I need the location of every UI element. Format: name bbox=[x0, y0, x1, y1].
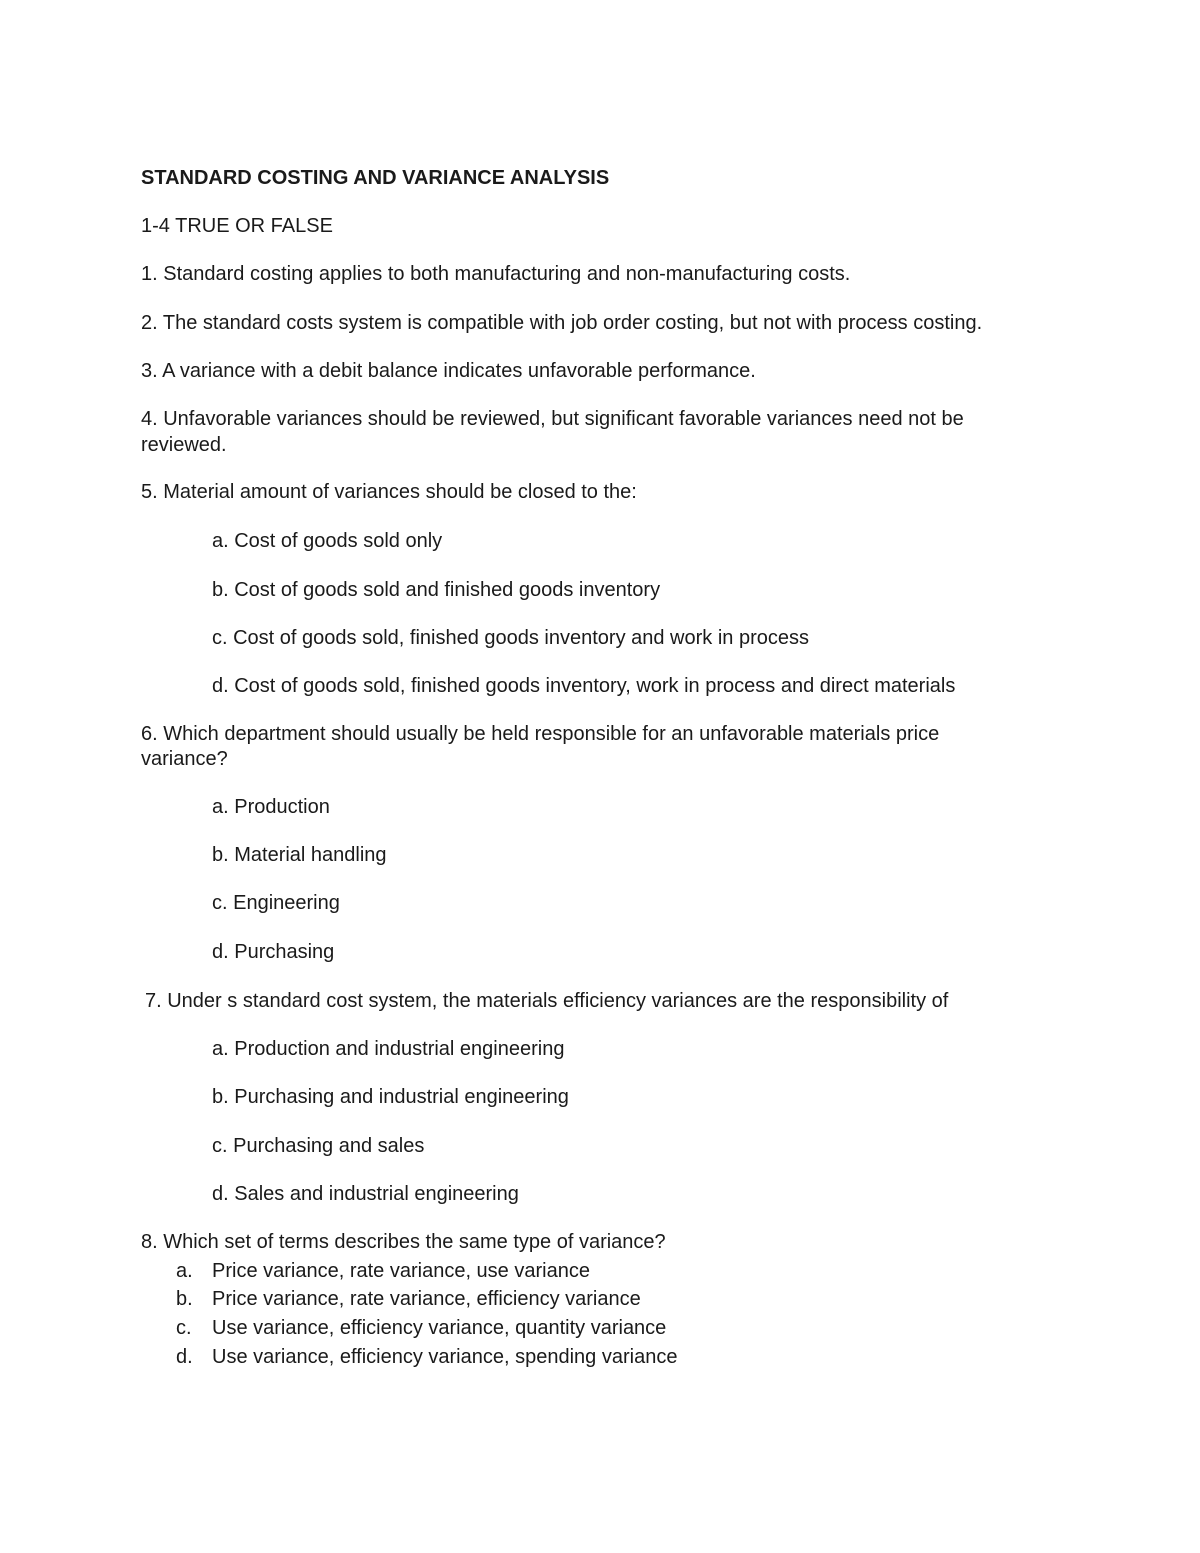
question-5: 5. Material amount of variances should be closed to the: bbox=[141, 481, 637, 503]
q8-option-c bbox=[176, 1316, 666, 1340]
q6-option-a: a. Production bbox=[212, 796, 330, 818]
q8-option-b-letter: b. bbox=[176, 1288, 193, 1310]
q6-option-d: d. Purchasing bbox=[212, 941, 335, 963]
q8-option-c-text: Use variance, efficiency variance, quantity variance bbox=[212, 1317, 667, 1339]
q7-option-b: b. Purchasing and industrial engineering bbox=[212, 1086, 569, 1108]
question-4-line-1: 4. Unfavorable variances should be reviewed, but significant favorable variances need not be bbox=[141, 408, 964, 430]
q6-option-c: c. Engineering bbox=[212, 892, 340, 914]
question-3: 3. A variance with a debit balance indicates unfavorable performance. bbox=[141, 360, 756, 382]
q5-option-b: b. Cost of goods sold and finished goods inventory bbox=[212, 579, 661, 601]
q7-option-a: a. Production and industrial engineering bbox=[212, 1038, 565, 1060]
q6-option-b: b. Material handling bbox=[212, 844, 387, 866]
q8-option-b bbox=[176, 1287, 641, 1311]
q8-option-a-letter: a. bbox=[176, 1260, 193, 1282]
question-6-line-1: 6. Which department should usually be held responsible for an unfavorable materials price bbox=[141, 723, 940, 745]
page-title: STANDARD COSTING AND VARIANCE ANALYSIS bbox=[141, 167, 610, 189]
q5-option-c: c. Cost of goods sold, finished goods inventory and work in process bbox=[212, 627, 809, 649]
q8-option-b-text: Price variance, rate variance, efficiency variance bbox=[212, 1288, 641, 1310]
q8-option-d bbox=[176, 1345, 677, 1369]
q7-option-d: d. Sales and industrial engineering bbox=[212, 1183, 519, 1205]
question-2: 2. The standard costs system is compatible with job order costing, but not with process costing. bbox=[141, 312, 983, 334]
q5-option-a: a. Cost of goods sold only bbox=[212, 530, 443, 552]
q8-option-c-letter: c. bbox=[176, 1317, 192, 1339]
q8-option-d-letter: d. bbox=[176, 1346, 193, 1368]
question-7: 7. Under s standard cost system, the materials efficiency variances are the responsibility of bbox=[145, 990, 949, 1012]
section-label: 1-4 TRUE OR FALSE bbox=[141, 215, 333, 237]
q5-option-d: d. Cost of goods sold, finished goods inventory, work in process and direct materials bbox=[212, 675, 956, 697]
q8-option-a bbox=[176, 1259, 590, 1283]
question-4-line-2: reviewed. bbox=[141, 434, 227, 456]
question-8: 8. Which set of terms describes the same type of variance? bbox=[141, 1231, 666, 1253]
q7-option-c: c. Purchasing and sales bbox=[212, 1135, 425, 1157]
q8-option-d-text: Use variance, efficiency variance, spending variance bbox=[212, 1346, 678, 1368]
q8-option-a-text: Price variance, rate variance, use variance bbox=[212, 1260, 590, 1282]
question-6-line-2: variance? bbox=[141, 748, 228, 770]
question-1: 1. Standard costing applies to both manufacturing and non-manufacturing costs. bbox=[141, 263, 851, 285]
